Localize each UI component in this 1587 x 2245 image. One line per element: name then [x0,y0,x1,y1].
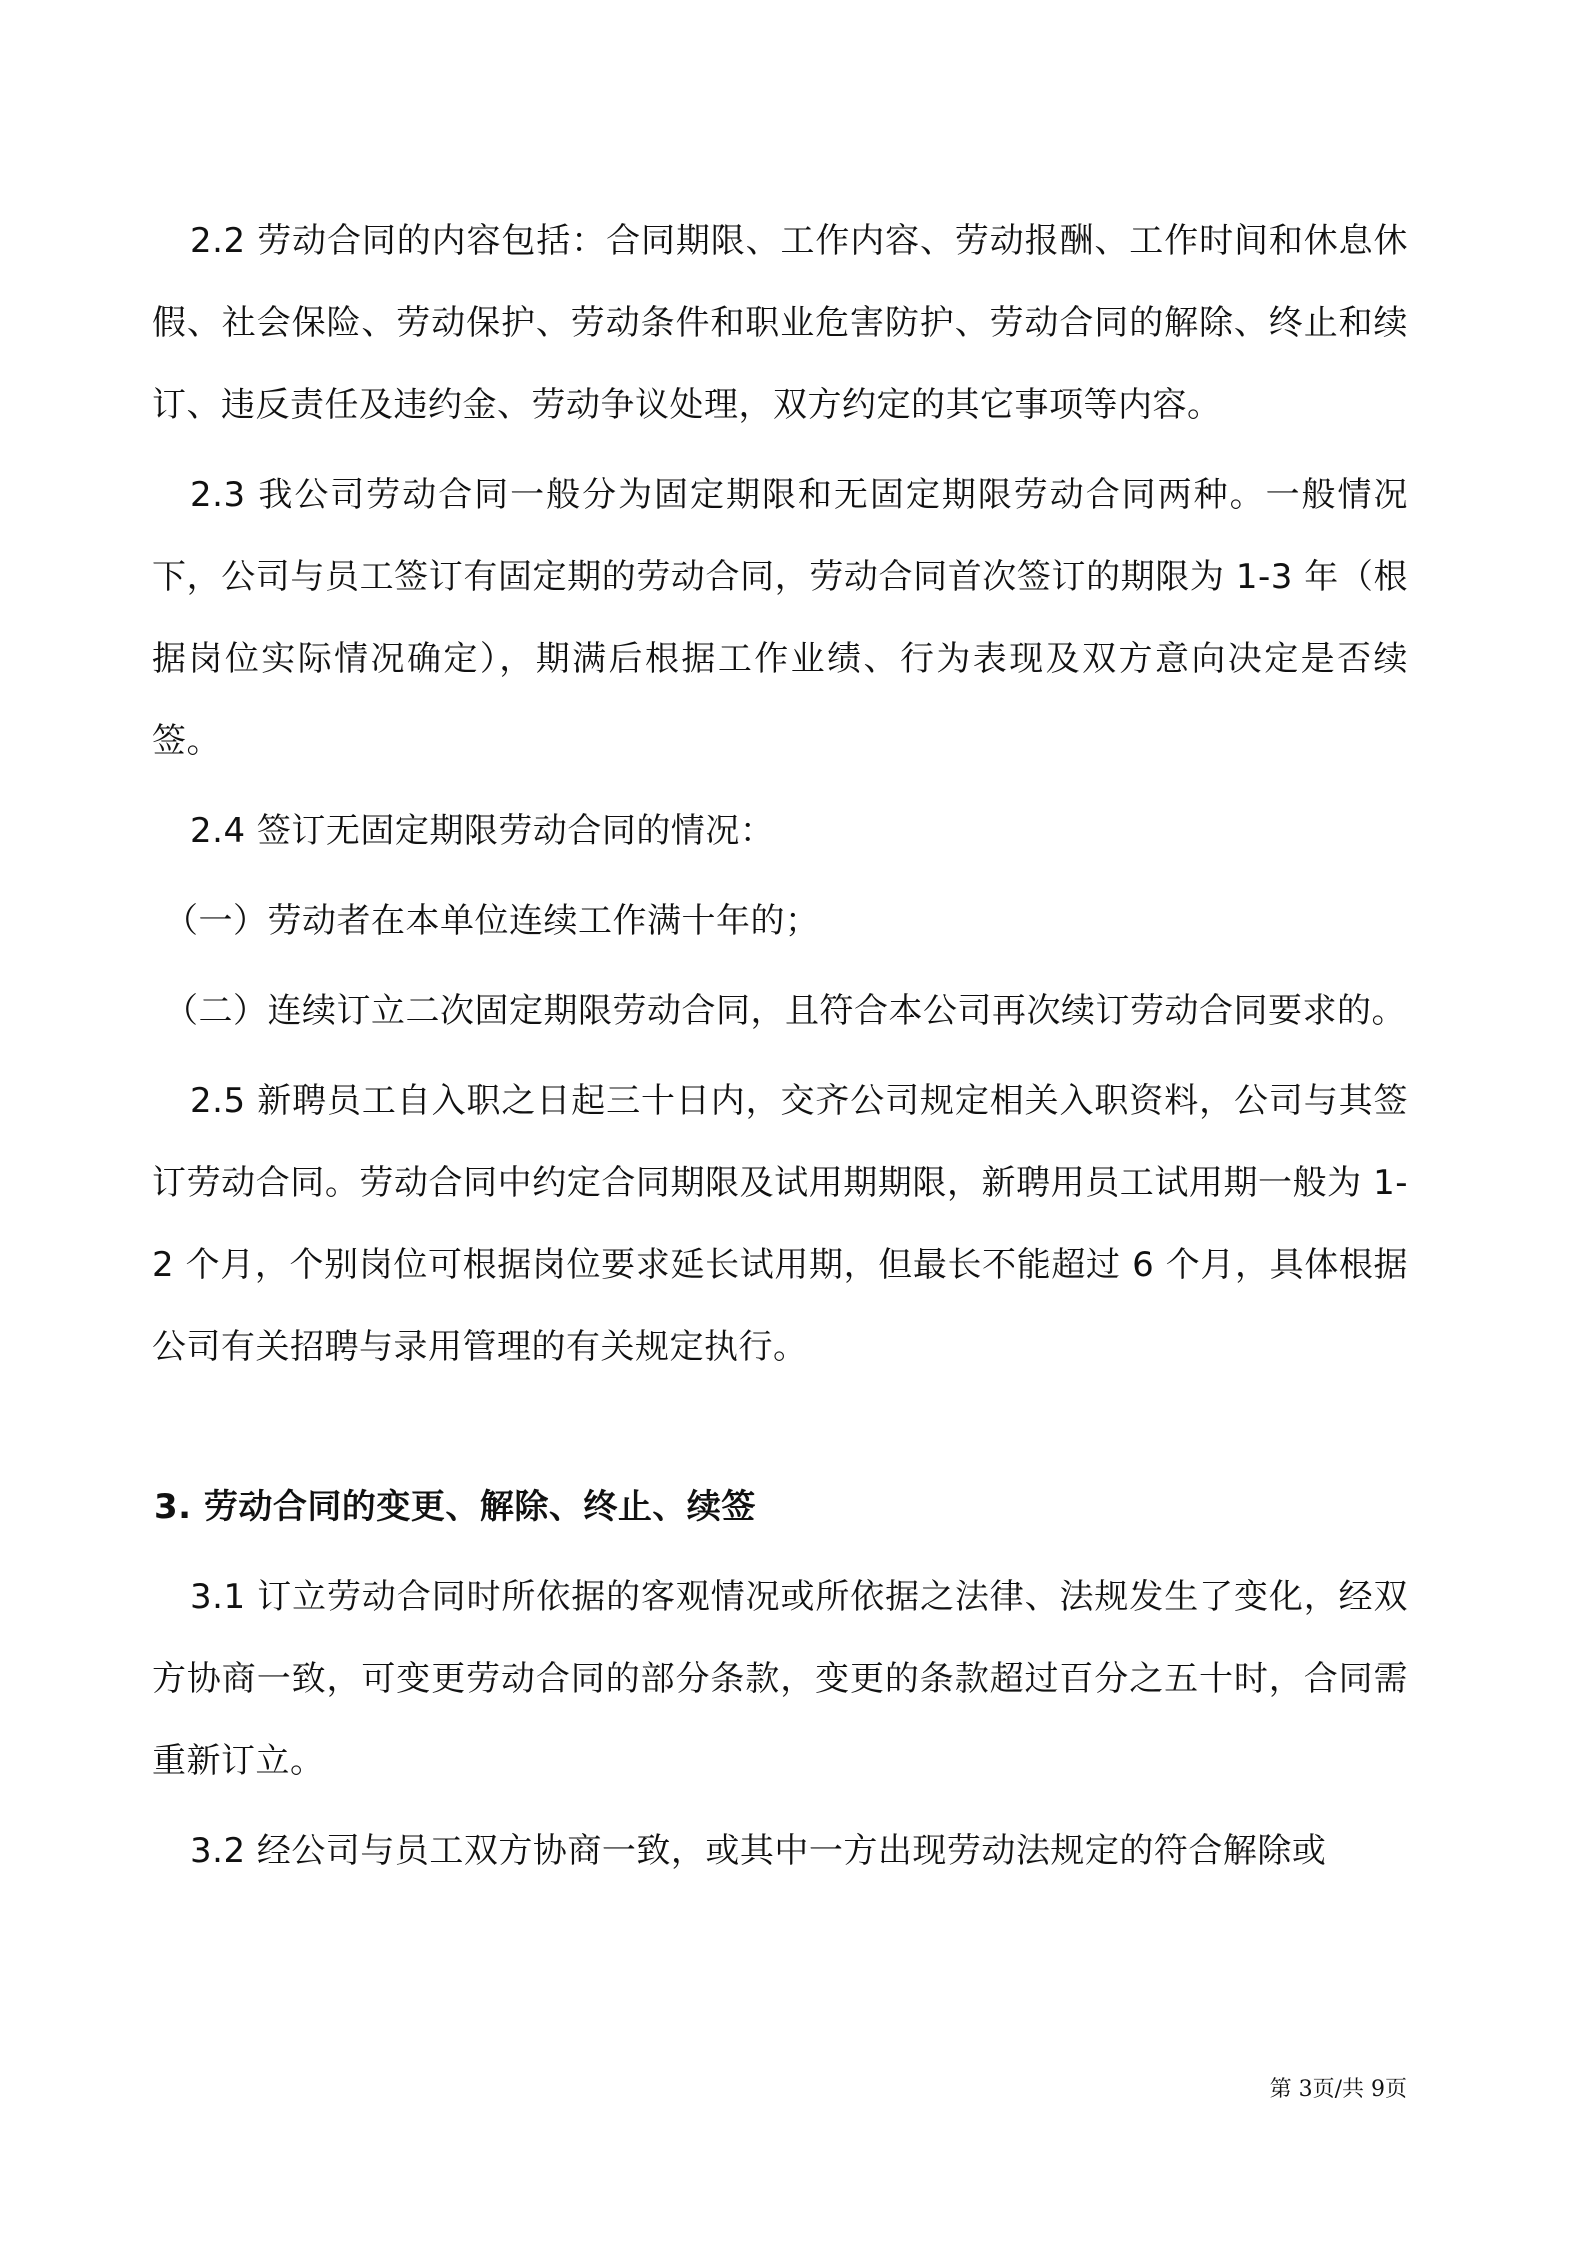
paragraph-2-5: 2.5 新聘员工自入职之日起三十日内，交齐公司规定相关入职资料，公司与其签订劳动合同。劳动合同中约定合同期限及试用期期限，新聘用员工试用期一般为 1-2 个月，个别岗位可根据岗位要求延长试用期，但最长不能超过 6 个月，具体根据公司有关招聘与录用管理的有关规定执行。 [152,1081,1408,1367]
list-item-2: （二）连续订立二次固定期限劳动合同，且符合本公司再次续订劳动合同要求的。 [164,991,1406,1031]
section-heading-3: 3. 劳动合同的变更、解除、终止、续签 [154,1487,756,1527]
paragraph-2-3: 2.3 我公司劳动合同一般分为固定期限和无固定期限劳动合同两种。一般情况下，公司与员工签订有固定期的劳动合同，劳动合同首次签订的期限为 1-3 年（根据岗位实际情况确定），期满后根据工作业绩、行为表现及双方意向决定是否续签。 [152,475,1408,761]
section-spacer [152,1396,1408,1466]
paragraph-2-4: 2.4 签订无固定期限劳动合同的情况： [190,811,775,851]
paragraph-3-2: 3.2 经公司与员工双方协商一致，或其中一方出现劳动法规定的符合解除或 [190,1831,1327,1871]
list-item-1: （一）劳动者在本单位连续工作满十年的； [164,901,820,941]
paragraph-2-2: 2.2 劳动合同的内容包括：合同期限、工作内容、劳动报酬、工作时间和休息休假、社会保险、劳动保护、劳动条件和职业危害防护、劳动合同的解除、终止和续订、违反责任及违约金、劳动争议处理，双方约定的其它事项等内容。 [152,221,1408,425]
document-body [152,200,1408,1900]
paragraph-3-1: 3.1 订立劳动合同时所依据的客观情况或所依据之法律、法规发生了变化，经双方协商一致，可变更劳动合同的部分条款，变更的条款超过百分之五十时，合同需重新订立。 [152,1577,1408,1781]
page-number-footer: 第 3页/共 9页 [1269,2077,1407,2102]
